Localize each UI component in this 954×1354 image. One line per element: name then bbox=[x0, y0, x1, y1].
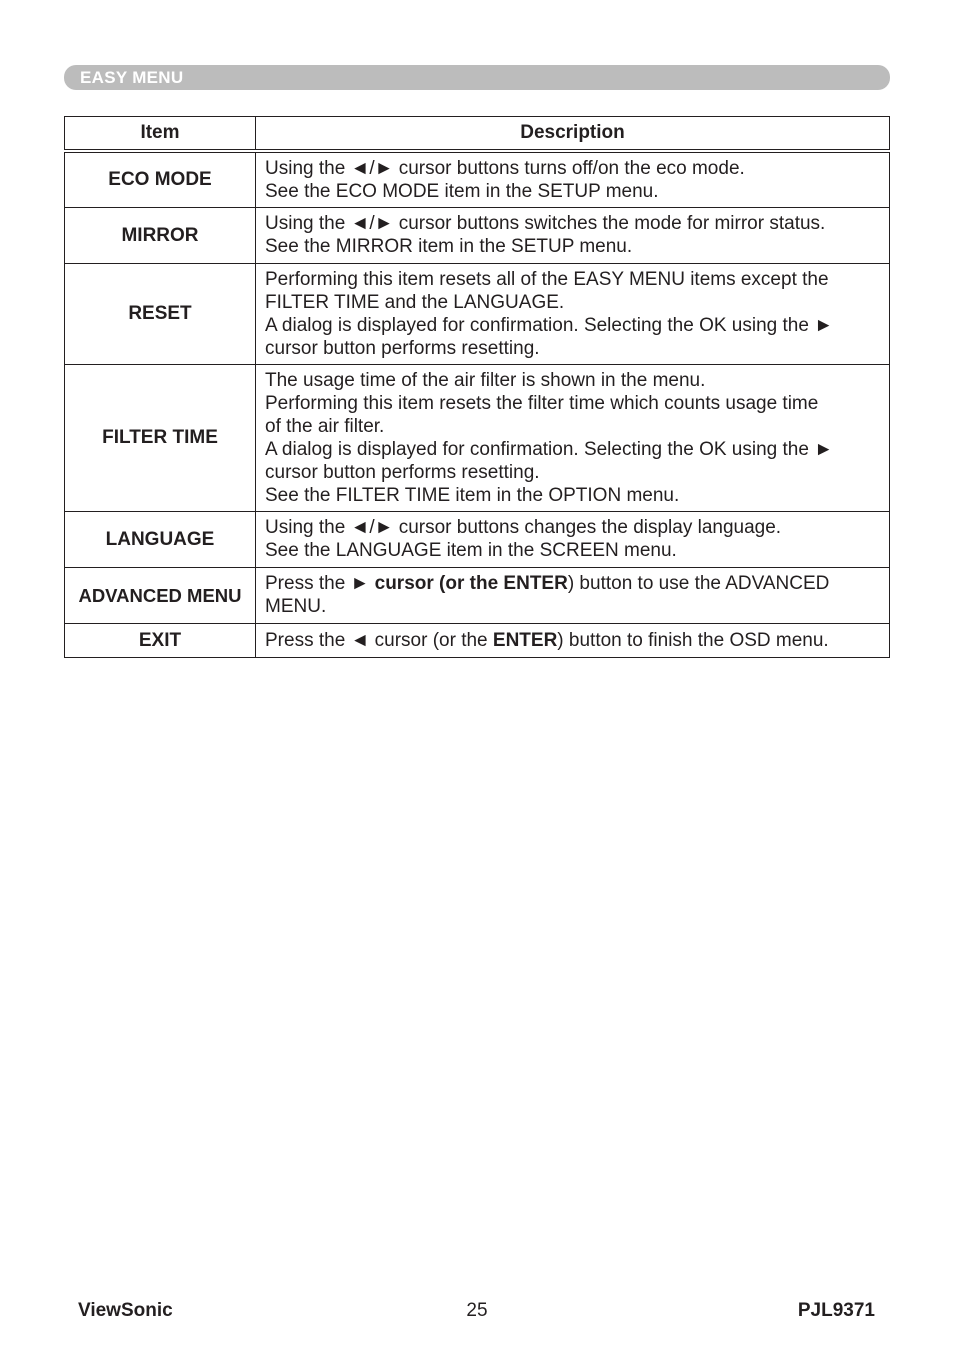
item-description bbox=[256, 207, 890, 263]
column-header-item: Item bbox=[65, 117, 256, 151]
table-header-row bbox=[65, 117, 890, 151]
description-line: FILTER TIME and the LANGUAGE. bbox=[265, 291, 565, 313]
section-title: EASY MENU bbox=[80, 68, 184, 87]
description-line: Performing this item resets all of the EASY MENU items except the bbox=[265, 268, 829, 290]
item-description bbox=[256, 151, 890, 208]
item-description bbox=[256, 567, 890, 623]
table-row bbox=[65, 511, 890, 567]
description-line: See the FILTER TIME item in the OPTION menu. bbox=[265, 484, 680, 506]
description-bold-text: ► cursor (or the ENTER bbox=[350, 572, 568, 594]
table-row bbox=[65, 263, 890, 364]
item-description bbox=[256, 364, 890, 511]
easy-menu-table bbox=[64, 116, 890, 658]
description-line: See the MIRROR item in the SETUP menu. bbox=[265, 235, 633, 257]
column-header-description: Description bbox=[256, 117, 890, 151]
description-text: Press the ◄ cursor (or the bbox=[265, 629, 493, 651]
item-name-exit: EXIT bbox=[65, 623, 256, 657]
item-name-eco-mode: ECO MODE bbox=[65, 151, 256, 208]
description-text: ) button to use the ADVANCED bbox=[567, 572, 830, 594]
description-line: The usage time of the air filter is shown in the menu. bbox=[265, 369, 706, 391]
table-row bbox=[65, 364, 890, 511]
description-line: cursor button performs resetting. bbox=[265, 461, 540, 483]
item-description bbox=[256, 263, 890, 364]
table-row bbox=[65, 623, 890, 657]
table-row bbox=[65, 567, 890, 623]
item-name-mirror: MIRROR bbox=[65, 207, 256, 263]
item-description bbox=[256, 623, 890, 657]
section-header-bar bbox=[64, 65, 890, 90]
description-line: of the air filter. bbox=[265, 415, 385, 437]
description-line: MENU. bbox=[265, 595, 327, 617]
description-line: A dialog is displayed for confirmation. Selecting the OK using the ► bbox=[265, 438, 834, 460]
item-name-reset: RESET bbox=[65, 263, 256, 364]
footer-brand: ViewSonic bbox=[78, 1300, 173, 1321]
item-name-advanced-menu: ADVANCED MENU bbox=[65, 567, 256, 623]
description-line: Using the ◄/► cursor buttons switches the mode for mirror status. bbox=[265, 212, 826, 234]
footer-model: PJL9371 bbox=[797, 1300, 875, 1321]
description-line: See the ECO MODE item in the SETUP menu. bbox=[265, 180, 659, 202]
description-line: cursor button performs resetting. bbox=[265, 337, 540, 359]
description-line: A dialog is displayed for confirmation. Selecting the OK using the ► bbox=[265, 314, 834, 336]
description-line: Using the ◄/► cursor buttons changes the display language. bbox=[265, 516, 782, 538]
description-bold-text: ENTER bbox=[492, 629, 558, 651]
table-row bbox=[65, 207, 890, 263]
description-line bbox=[265, 629, 881, 652]
item-name-filter-time: FILTER TIME bbox=[65, 364, 256, 511]
description-text: ) button to finish the OSD menu. bbox=[557, 629, 829, 651]
item-name-language: LANGUAGE bbox=[65, 511, 256, 567]
page-number: 25 bbox=[466, 1300, 488, 1321]
item-description bbox=[256, 511, 890, 567]
description-text: Press the bbox=[265, 572, 351, 594]
description-line: Using the ◄/► cursor buttons turns off/on the eco mode. bbox=[265, 157, 745, 179]
description-line bbox=[265, 572, 881, 595]
description-line: See the LANGUAGE item in the SCREEN menu. bbox=[265, 539, 677, 561]
description-line: Performing this item resets the filter time which counts usage time bbox=[265, 392, 819, 414]
table-row bbox=[65, 151, 890, 208]
